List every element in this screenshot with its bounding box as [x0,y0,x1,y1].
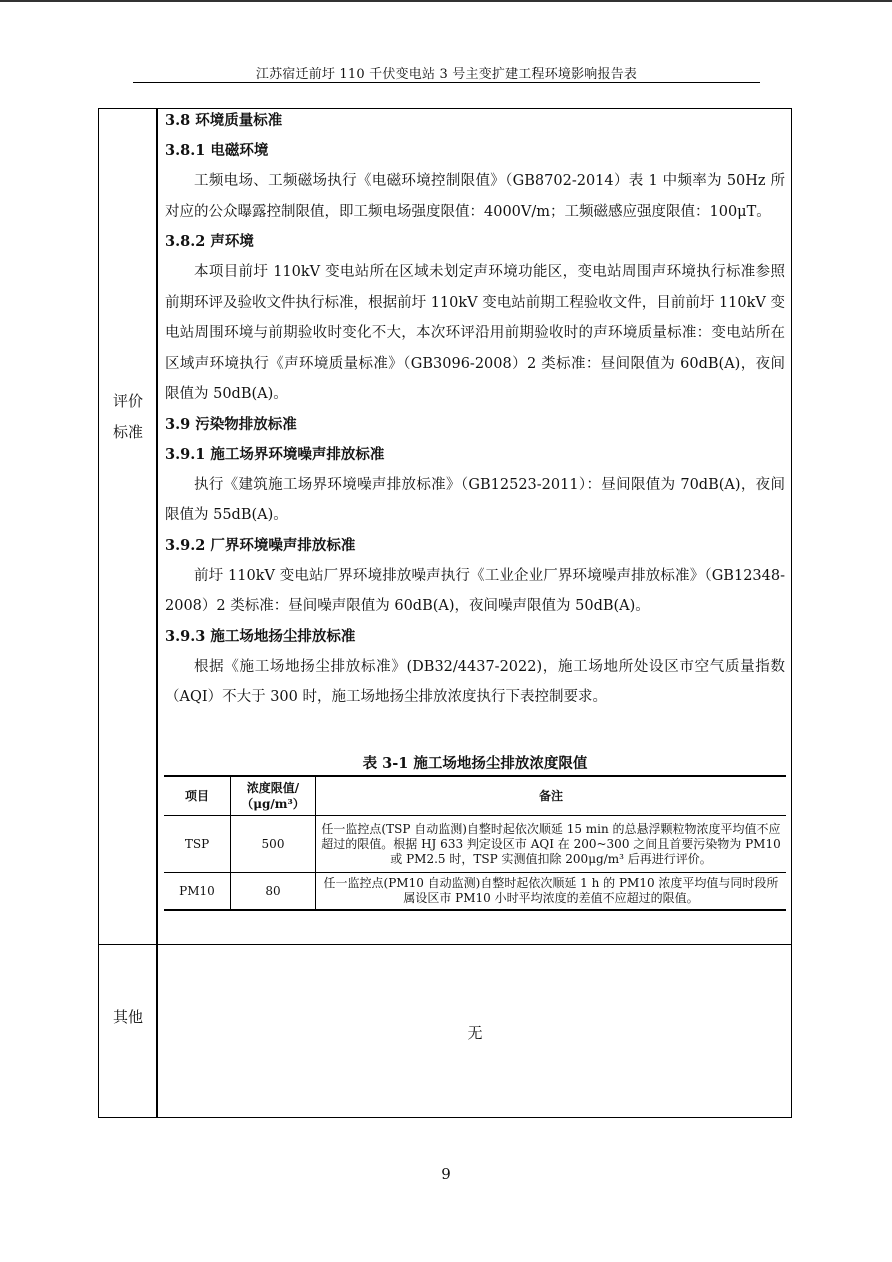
page-top-border [0,0,892,2]
table-cell: TSP [164,816,231,873]
row-divider [98,944,792,945]
other-content: 无 [467,1024,483,1042]
table-cell: 任一监控点(TSP 自动监测)自整时起依次顺延 15 min 的总悬浮颗粒物浓度平均值不应超过的限值。根据 HJ 633 判定设区市 AQI 在 200~300 之间且首要污染物为 PM10 或 PM2.5 时，TSP 实测值扣除 200μg/m³ 后再进行评价。 [316,816,787,873]
report-header: 江苏宿迁前圩 110 千伏变电站 3 号主变扩建工程环境影响报告表 [255,67,638,82]
page-number: 9 [441,1165,451,1183]
paragraph: 前圩 110kV 变电站厂界环境排放噪声执行《工业企业厂界环境噪声排放标准》（GB12348-2008）2 类标准：昼间噪声限值为 60dB(A)，夜间噪声限值为 50dB(A)。 [165,567,785,614]
section-heading: 3.8 环境质量标准 [165,112,283,129]
dust-limit-table [164,775,786,911]
table-row [164,816,786,873]
header-line: 浓度限值/ [246,781,300,795]
paragraph: 根据《施工场地扬尘排放标准》(DB32/4437-2022)，施工场地所处设区市空气质量指数（AQI）不大于 300 时，施工场地扬尘排放浓度执行下表控制要求。 [165,658,785,705]
column-divider [156,108,158,1118]
row-label-evaluation-standard [104,386,152,448]
table-header-cell: 备注 [316,776,787,816]
row-label-other: 其他 [112,1008,143,1026]
section-heading: 3.9.3 施工场地扬尘排放标准 [165,627,356,645]
header-line: （μg/m³） [241,797,305,811]
paragraph: 执行《建筑施工场界环境噪声排放标准》（GB12523-2011）：昼间限值为 70dB(A)，夜间限值为 55dB(A)。 [165,476,785,523]
table-cell: 80 [231,873,316,911]
section-heading: 3.8.2 声环境 [165,233,254,250]
section-heading: 3.9.1 施工场界环境噪声排放标准 [165,445,385,463]
table-header-row [164,776,786,816]
table-cell: 任一监控点(PM10 自动监测)自整时起依次顺延 1 h 的 PM10 浓度平均值与同时段所属设区市 PM10 小时平均浓度的差值不应超过的限值。 [316,873,787,911]
row-label-line: 标准 [112,423,143,441]
section-heading: 3.8.1 电磁环境 [165,142,269,159]
table-header-cell [231,776,316,816]
table-row [164,873,786,911]
header-rule [133,82,760,83]
table-cell: PM10 [164,873,231,911]
evaluation-standard-content [165,106,785,713]
paragraph: 本项目前圩 110kV 变电站所在区域未划定声环境功能区，变电站周围声环境执行标准参照前期环评及验收文件执行标准，根据前圩 110kV 变电站前期工程验收文件，目前前圩 110kV 变电站周围环境与前期验收时变化不大，本次环评沿用前期验收时的声环境质量标准：变电站所在区域声环境执行《声环境质量标准》（GB3096-2008）2 类标准：昼间限值为 60dB(A)，夜间限值为 50dB(A)。 [165,264,785,402]
section-heading: 3.9 污染物排放标准 [165,415,297,433]
paragraph: 工频电场、工频磁场执行《电磁环境控制限值》（GB8702-2014）表 1 中频率为 50Hz 所对应的公众曝露控制限值，即工频电场强度限值：4000V/m；工频磁感应强度限值：100μT。 [165,173,785,220]
table-title: 表 3-1 施工场地扬尘排放浓度限值 [362,755,588,772]
section-heading: 3.9.2 厂界环境噪声排放标准 [165,536,356,554]
table-cell: 500 [231,816,316,873]
row-label-line: 评价 [112,392,143,410]
table-header-cell: 项目 [164,776,231,816]
